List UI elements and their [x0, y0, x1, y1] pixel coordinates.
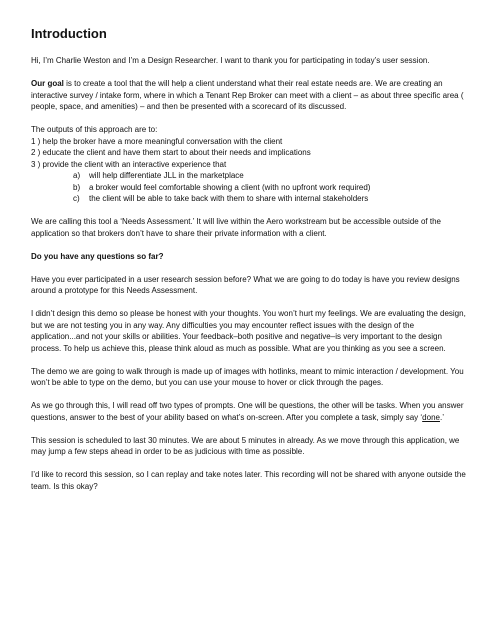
sub-output-list [31, 170, 467, 205]
goal-paragraph [31, 78, 467, 113]
sub-output-item [31, 170, 467, 182]
prompts-paragraph [31, 400, 467, 423]
prompts-end: .’ [439, 412, 444, 422]
document-page [31, 26, 467, 492]
output-item-1: 1 ) help the broker have a more meaningful conversation with the client [31, 136, 283, 146]
done-word: done [422, 412, 440, 422]
output-item-2: 2 ) educate the client and have them start to about their needs and implications [31, 148, 311, 157]
output-item-3: 3 ) provide the client with an interactive experience that [31, 159, 227, 169]
schedule-paragraph: This session is scheduled to last 30 minutes. We are about 5 minutes in already. As we move through this application, we may jump a few steps ahead in order to be as judicious with time as possible. [31, 435, 460, 456]
prompts-text: As we go through this, I will read off two types of prompts. One will be questions, the other will be tasks. When you answer questions, answer to the best of your ability based on what’s on-screen. After you complete a task, simply say ‘ [31, 401, 464, 422]
question-heading: Do you have any questions so far? [31, 251, 164, 261]
page-title: Introduction [31, 26, 107, 41]
intro-paragraph: Hi, I’m Charlie Weston and I’m a Design Researcher. I want to thank you for participating in today’s user session. [31, 56, 430, 65]
goal-text: is to create a tool that the will help a client understand what their real estate needs are. We are creating an interactive survey / intake form, where in which a Tenant Rep Broker can meet with a client – as about three specific area ( people, space, and amenities) – and then be presented with a scorecard of its discussed. [31, 79, 464, 111]
demo-paragraph: The demo we are going to walk through is made up of images with hotlinks, meant to mimic interaction / development. You won’t be able to type on the demo, but you can use your mouse to hover or click through the pages. [31, 366, 464, 387]
sub-output-text: the client will be able to take back with them to share with internal stakeholders [89, 194, 369, 203]
goal-label: Our goal [31, 79, 64, 88]
outputs-intro: The outputs of this approach are to: [31, 125, 158, 134]
sub-output-text: will help differentiate JLL in the marketplace [89, 171, 244, 180]
research-session-paragraph: Have you ever participated in a user research session before? What we are going to do today is have you review designs around a prototype for this Needs Assessment. [31, 274, 460, 295]
sub-output-marker: b) [73, 182, 81, 192]
sub-output-marker: a) [73, 171, 81, 180]
naming-paragraph: We are calling this tool a ‘Needs Assessment.’ It will live within the Aero workstream but be accessible outside of the application so that brokers don’t have to share their private information with a client. [31, 217, 441, 238]
honesty-paragraph: I didn’t design this demo so please be honest with your thoughts. You won’t hurt my feelings. We are evaluating the design, but we are not testing you in any way. Any difficulties you may encounter reflect issues with the design of the application...and not your skills or abilities. Your feedback–both positive and negative–is very important to the design process. To help us achieve this, please think aloud as much as possible. What are you thinking as you see a screen. [31, 309, 466, 353]
recording-paragraph: I’d like to record this session, so I can replay and take notes later. This recording will not be shared with anyone outside the team. Is this okay? [31, 470, 466, 491]
sub-output-marker: c) [73, 194, 80, 203]
sub-output-item [31, 193, 467, 205]
sub-output-item [31, 182, 467, 194]
sub-output-text: a broker would feel comfortable showing a client (with no upfront work required) [89, 182, 371, 192]
